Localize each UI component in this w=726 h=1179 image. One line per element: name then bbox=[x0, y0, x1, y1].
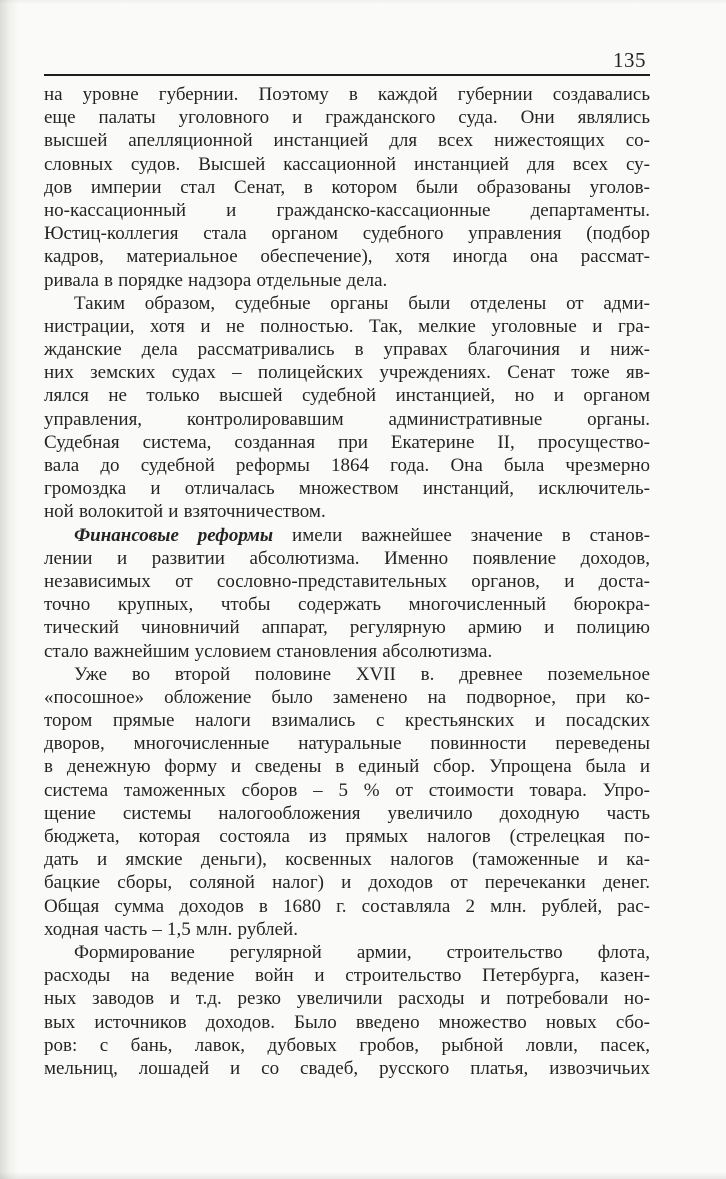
page-content bbox=[44, 0, 650, 1080]
text-line: независимых от сословно-представительных органов, и доста- bbox=[44, 570, 650, 592]
text-line: бюджета, которая состояла из прямых налогов (стрелецкая по- bbox=[44, 826, 650, 847]
text-line: ходная часть – 1,5 млн. рублей. bbox=[44, 918, 298, 940]
text-line: дать и ямские деньги), косвенных налогов (таможенные и ка- bbox=[44, 849, 650, 871]
text-line: словных судов. Высшей кассационной инстанцией для всех су- bbox=[44, 153, 650, 175]
text-line: вых источников доходов. Было введено множество новых сбо- bbox=[44, 1011, 650, 1033]
text-line: жданские дела рассматривались в управах благочиния и ниж- bbox=[44, 339, 650, 361]
text-line: система таможенных сборов – 5 % от стоимости товара. Упро- bbox=[44, 779, 650, 801]
text-line: высшей апелляционной инстанцией для всех нижестоящих со- bbox=[44, 130, 650, 152]
text-line: лялся не только высшей судебной инстанцией, но и органом bbox=[44, 385, 650, 407]
text-line: Общая сумма доходов в 1680 г. составляла 2 млн. рублей, рас- bbox=[44, 895, 650, 917]
text-line: нистрации, хотя и не полностью. Так, мелкие уголовные и гра- bbox=[44, 315, 650, 337]
text-line: стало важнейшим условием становления абсолютизма. bbox=[44, 640, 493, 662]
text-line: вала до судебной реформы 1864 года. Она была чрезмерно bbox=[44, 455, 650, 476]
header-rule bbox=[44, 74, 650, 76]
text-line: Судебная система, созданная при Екатерине II, просущество- bbox=[44, 431, 650, 453]
scan-edge-shadow-left bbox=[0, 0, 18, 1179]
text-line: дворов, многочисленные натуральные повинности переведены bbox=[44, 733, 650, 755]
body-text bbox=[44, 83, 650, 1080]
text-line: «посошное» обложение было заменено на подворное, при ко- bbox=[44, 686, 650, 708]
text-line: но-кассационный и гражданско-кассационные департаменты. bbox=[44, 199, 650, 221]
text-line: мельниц, лошадей и со свадеб, русского платья, извозчичьих bbox=[44, 1057, 650, 1079]
text-line: управления, контролировавшим административные органы. bbox=[44, 408, 650, 430]
text-line: точно крупных, чтобы содержать многочисленный бюрокра- bbox=[44, 594, 650, 616]
text-line: Уже во второй половине XVII в. древнее поземельное bbox=[74, 663, 650, 685]
text-line: Юстиц-коллегия стала органом судебного управления (подбор bbox=[44, 223, 650, 245]
text-line: Финансовые реформы имели важнейшее значение в станов- bbox=[74, 524, 650, 546]
text-line: на уровне губернии. Поэтому в каждой губернии создавались bbox=[44, 84, 650, 105]
text-line: ривала в порядке надзора отдельные дела. bbox=[44, 269, 388, 291]
text-line: громоздка и отличалась множеством инстанций, исключитель- bbox=[44, 478, 650, 500]
scan-edge-shadow-bottom bbox=[0, 1172, 726, 1179]
text-line: лении и развитии абсолютизма. Именно появление доходов, bbox=[44, 547, 650, 569]
text-line: тический чиновничий аппарат, регулярную армию и полицию bbox=[44, 617, 650, 639]
text-line: дов империи стал Сенат, в котором были образованы уголов- bbox=[44, 176, 650, 198]
text-line: кадров, материальное обеспечение), хотя иногда она рассмат- bbox=[44, 246, 650, 268]
text-line: расходы на ведение войн и строительство Петербурга, казен- bbox=[44, 965, 650, 987]
text-line: них земских судах – полицейских учреждениях. Сенат тоже яв- bbox=[44, 362, 650, 384]
text-line: бацкие сборы, соляной налог) и доходов от перечеканки денег. bbox=[44, 872, 650, 894]
text-line: ров: с бань, лавок, дубовых гробов, рыбной ловли, пасек, bbox=[44, 1034, 650, 1056]
text-line: еще палаты уголовного и гражданского суда. Они являлись bbox=[44, 107, 650, 129]
page-number: 135 bbox=[613, 48, 646, 72]
text-line: ных заводов и т.д. резко увеличили расходы и потребовали но- bbox=[44, 988, 650, 1010]
text-line: щение системы налогообложения увеличило доходную часть bbox=[44, 802, 650, 824]
text-line: тором прямые налоги взимались с крестьянских и посадских bbox=[44, 710, 650, 732]
text-line: в денежную форму и сведены в единый сбор. Упрощена была и bbox=[44, 756, 650, 778]
text-line: Таким образом, судебные органы были отделены от адми- bbox=[74, 292, 650, 314]
text-line: ной волокитой и взяточничеством. bbox=[44, 501, 326, 523]
paragraph-lead-bold-italic: Финансовые реформы bbox=[74, 524, 274, 546]
text-line: Формирование регулярной армии, строительство флота, bbox=[74, 941, 650, 963]
